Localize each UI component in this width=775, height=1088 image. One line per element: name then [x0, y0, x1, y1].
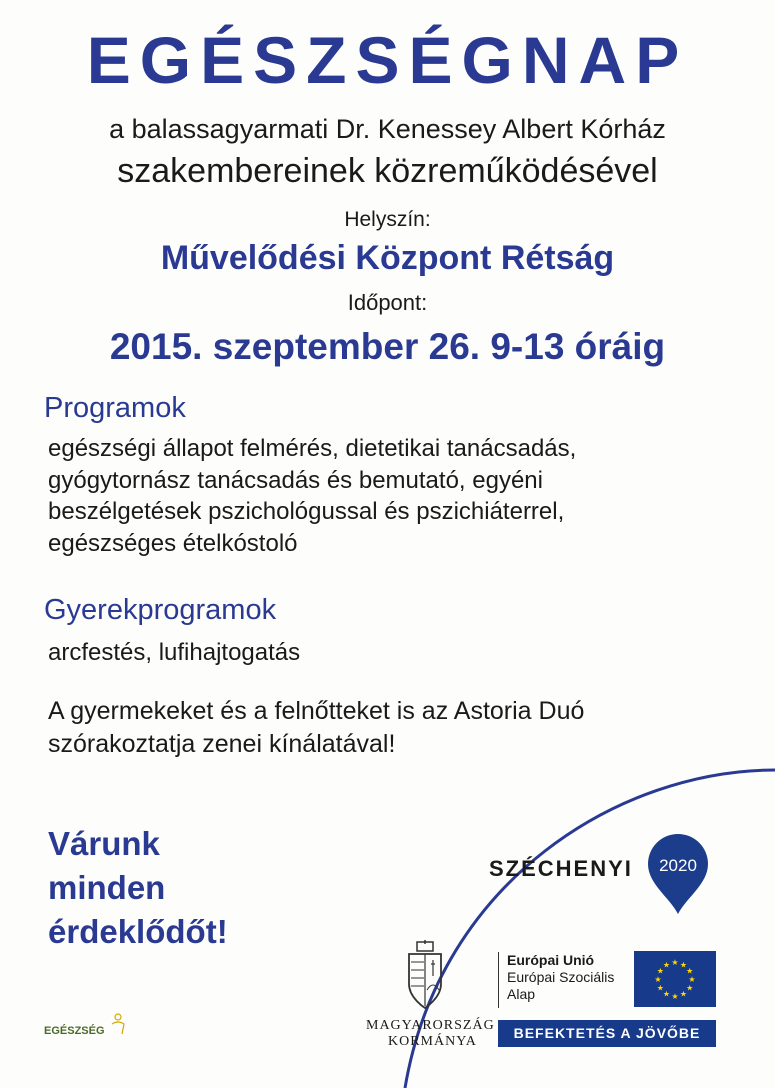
eu-star-icon: ★	[686, 983, 694, 993]
closing-line: szórakoztatja zenei kínálatával!	[48, 730, 396, 758]
eu-star-icon: ★	[671, 958, 679, 967]
eu-star-icon: ★	[671, 992, 679, 1001]
szechenyi-pin-icon	[644, 832, 712, 916]
programs-line: egészségi állapot felmérés, dietetikai tanácsadás,	[48, 435, 577, 462]
subtitle-line-2: szakembereinek közreműködésével	[117, 152, 658, 190]
kids-programs-text: arcfestés, lufihajtogatás	[48, 639, 301, 666]
time-label: Időpont:	[347, 290, 428, 315]
eu-star-icon: ★	[656, 966, 664, 976]
programs-heading: Programok	[44, 392, 186, 424]
egeszseg-logo-text: EGÉSZSÉG	[44, 1025, 105, 1037]
eu-fund-text	[498, 952, 614, 1008]
kids-programs-heading: Gyerekprogramok	[44, 594, 277, 626]
coat-of-arms-icon	[405, 940, 445, 1012]
time-value: 2015. szeptember 26. 9-13 óráig	[109, 326, 666, 367]
eu-star-icon: ★	[686, 966, 694, 976]
szechenyi-year: 2020	[659, 856, 697, 875]
eu-star-icon: ★	[679, 989, 688, 999]
eu-line: Európai Unió	[507, 952, 595, 968]
subtitle-line-1: a balassagyarmati Dr. Kenessey Albert Kórház	[109, 114, 666, 144]
closing-line: A gyermekeket és a felnőtteket is az Astoria Duó	[48, 697, 585, 725]
welcome-line: érdeklődőt!	[48, 913, 228, 950]
eu-star-icon: ★	[679, 960, 688, 970]
invest-banner: BEFEKTETÉS A JÖVŐBE	[498, 1020, 716, 1047]
welcome-line: minden	[48, 869, 166, 906]
welcome-line: Várunk	[48, 825, 160, 862]
eu-star-icon: ★	[656, 983, 664, 993]
government-logo-line-1: MAGYARORSZÁG	[366, 1018, 495, 1033]
programs-line: gyógytornász tanácsadás és bemutató, egyéni	[48, 466, 543, 494]
eu-line: Alap	[507, 986, 536, 1002]
programs-line: beszélgetések pszichológussal és pszichiáterrel,	[48, 498, 565, 525]
government-logo-line-2: KORMÁNYA	[388, 1034, 477, 1049]
eu-star-icon: ★	[688, 975, 696, 984]
szechenyi-logo-text: SZÉCHENYI	[489, 856, 633, 881]
eu-star-icon: ★	[654, 975, 662, 984]
poster-title: EGÉSZSÉGNAP	[86, 23, 689, 97]
eu-line: Európai Szociális	[507, 969, 615, 985]
programs-line: egészséges ételkóstoló	[48, 529, 298, 557]
egeszseg-logo	[42, 1012, 132, 1042]
location-label: Helyszín:	[344, 208, 431, 231]
eu-flag-icon	[634, 951, 716, 1007]
eu-star-icon: ★	[662, 989, 671, 999]
eu-star-icon: ★	[662, 960, 671, 970]
location-value: Művelődési Központ Rétság	[160, 239, 615, 277]
